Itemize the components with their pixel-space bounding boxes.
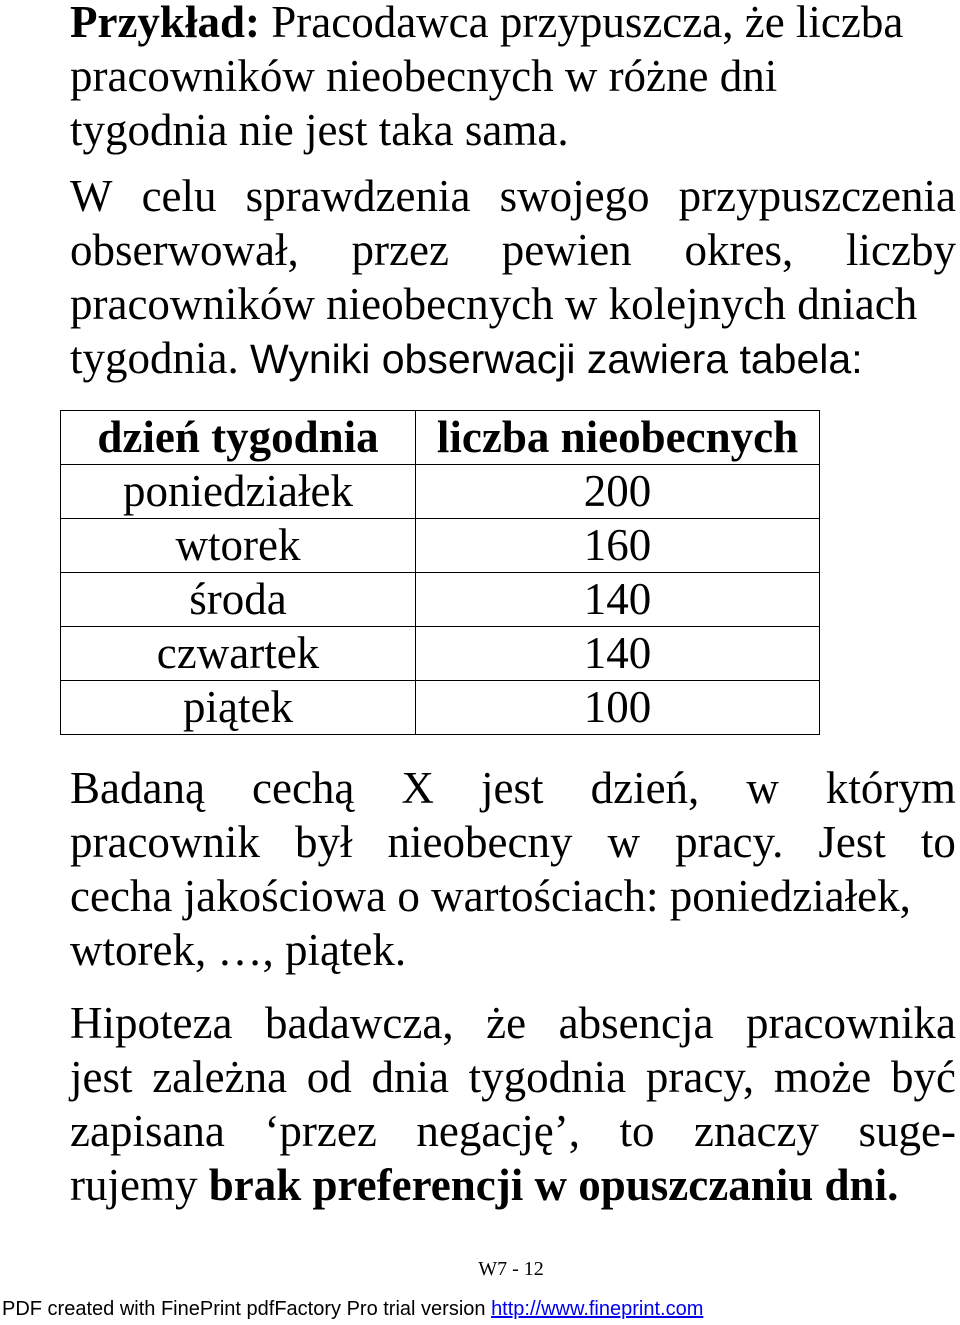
cell-day: wtorek (61, 519, 416, 573)
word: negację’, (416, 1106, 580, 1156)
footer-link[interactable]: http://www.fineprint.com (491, 1298, 704, 1320)
word: przypuszczenia (678, 171, 956, 221)
word: od (306, 1052, 352, 1102)
observation-line-4: tygodnia. Wyniki obserwacji zawiera tabela: (70, 333, 863, 383)
intro-line-3: tygodnia nie jest taka sama. (70, 105, 569, 155)
word: swojego (499, 171, 650, 221)
cell-count: 140 (416, 573, 820, 627)
word: X (401, 763, 434, 813)
word: pewien (501, 225, 632, 275)
intro-line-1: Przykład: Pracodawca przypuszcza, że liczba (70, 0, 956, 49)
hypothesis-line-3 (70, 1104, 956, 1158)
cell-count: 160 (416, 519, 820, 573)
word: suge- (858, 1106, 956, 1156)
feature-line-4: wtorek, …, piątek. (70, 925, 407, 975)
table-intro-sans: Wyniki obserwacji zawiera tabela: (249, 336, 863, 382)
hypothesis-line-1 (70, 996, 956, 1050)
cell-count: 100 (416, 681, 820, 735)
table-row (61, 465, 820, 519)
word: pracy, (645, 1052, 755, 1102)
word: być (890, 1052, 956, 1102)
cell-day: piątek (61, 681, 416, 735)
word: to (920, 817, 956, 867)
word: celu (141, 171, 217, 221)
word: ‘przez (264, 1106, 377, 1156)
word: jest (70, 1052, 133, 1102)
observation-paragraph (70, 169, 956, 386)
table-row (61, 627, 820, 681)
word: nieobecny (387, 817, 573, 867)
observation-line-1 (70, 169, 956, 223)
word: tygodnia (468, 1052, 627, 1102)
table-row (61, 573, 820, 627)
word: pracownik (70, 817, 260, 867)
word: w (607, 817, 641, 867)
table-body (61, 465, 820, 735)
footer-text: PDF created with FinePrint pdfFactory Pro trial version (2, 1298, 492, 1320)
word: absencja (558, 998, 714, 1048)
feature-paragraph (70, 761, 956, 977)
word: dnia (371, 1052, 449, 1102)
observation-line-3: pracowników nieobecnych w kolejnych dniach (70, 279, 918, 329)
word: sprawdzenia (245, 171, 471, 221)
hypothesis-bold-phrase: brak preferencji w opuszczaniu dni. (208, 1160, 899, 1210)
word: zależna (152, 1052, 288, 1102)
word: obserwował, (70, 225, 299, 275)
cell-day: poniedziałek (61, 465, 416, 519)
cell-day: czwartek (61, 627, 416, 681)
table-row (61, 519, 820, 573)
word: cechą (252, 763, 355, 813)
word: że (486, 998, 527, 1048)
word: pracownika (746, 998, 956, 1048)
word: okres, (684, 225, 794, 275)
cell-count: 140 (416, 627, 820, 681)
word: przez (351, 225, 449, 275)
observation-line-2 (70, 223, 956, 277)
feature-line-3: cecha jakościowa o wartościach: poniedziałek, (70, 871, 911, 921)
cell-day: środa (61, 573, 416, 627)
table-header-row (61, 411, 820, 465)
word: badawcza, (264, 998, 454, 1048)
word: może (773, 1052, 872, 1102)
hypothesis-line-2 (70, 1050, 956, 1104)
word: znaczy (694, 1106, 819, 1156)
word: Badaną (70, 763, 205, 813)
intro-line-2: pracowników nieobecnych w różne dni (70, 51, 778, 101)
absence-table (60, 410, 820, 735)
word: to (619, 1106, 655, 1156)
word: był (294, 817, 353, 867)
table-row (61, 681, 820, 735)
page-number: W7 - 12 (478, 1258, 544, 1280)
header-count: liczba nieobecnych (416, 411, 820, 465)
word: którym (825, 763, 956, 813)
header-day: dzień tygodnia (61, 411, 416, 465)
hypothesis-line-4: rujemy brak preferencji w opuszczaniu dni. (70, 1160, 899, 1210)
hypothesis-paragraph (70, 996, 956, 1212)
feature-line-1 (70, 761, 956, 815)
word: pracy. (675, 817, 784, 867)
word: w (746, 763, 779, 813)
word: liczby (846, 225, 956, 275)
word: W (70, 171, 113, 221)
feature-line-2 (70, 815, 956, 869)
word: dzień, (590, 763, 700, 813)
word: Hipoteza (70, 998, 233, 1048)
word: Jest (818, 817, 886, 867)
word: zapisana (70, 1106, 225, 1156)
cell-count: 200 (416, 465, 820, 519)
intro-paragraph (70, 0, 956, 157)
pdf-footer (2, 1298, 703, 1321)
word: jest (481, 763, 544, 813)
example-label: Przykład: (70, 0, 260, 47)
